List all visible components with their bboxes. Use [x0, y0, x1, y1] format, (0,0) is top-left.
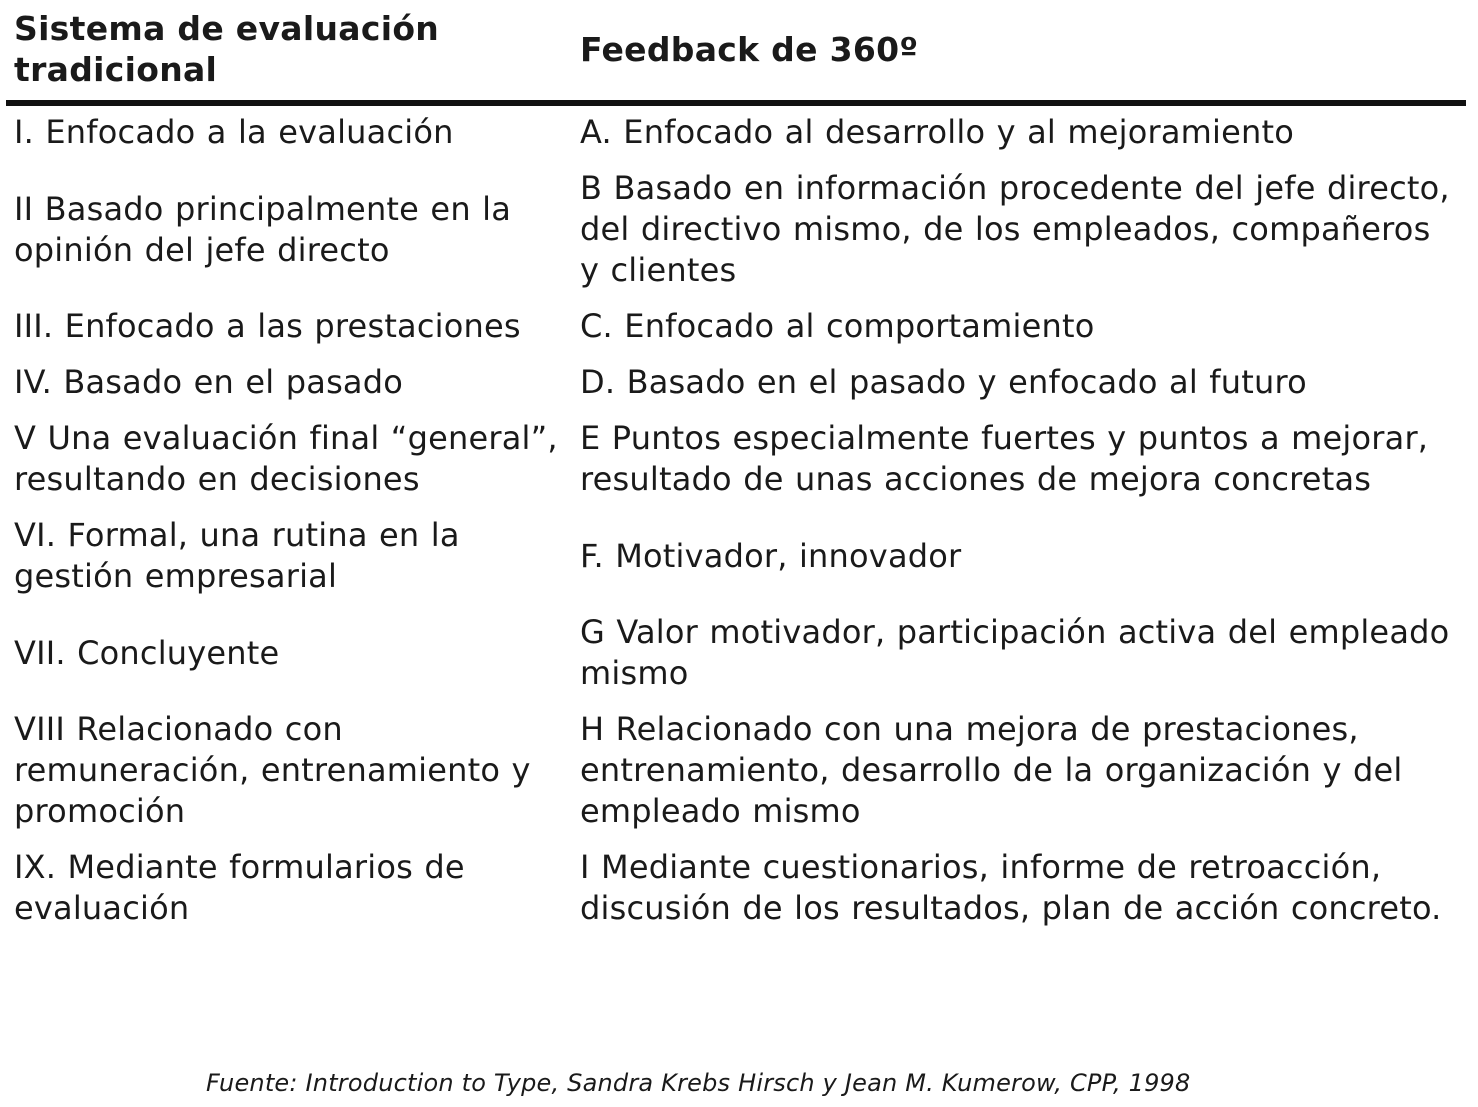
- feedback-360-cell: I Mediante cuestionarios, informe de retroacción, discusión de los resultados, plan de acción concreto.: [580, 848, 1442, 927]
- table-header: [6, 0, 1466, 103]
- traditional-cell: IX. Mediante formularios de evaluación: [14, 848, 465, 927]
- table-row: [6, 161, 1466, 299]
- header-feedback-360: Feedback de 360º: [572, 0, 1466, 103]
- feedback-360-cell: G Valor motivador, participación activa del empleado mismo: [580, 613, 1450, 692]
- table-row: [6, 103, 1466, 161]
- traditional-cell: I. Enfocado a la evaluación: [14, 113, 454, 151]
- feedback-360-cell: B Basado en información procedente del jefe directo, del directivo mismo, de los empleados, compañeros y clientes: [580, 169, 1450, 289]
- feedback-360-cell: D. Basado en el pasado y enfocado al futuro: [580, 363, 1307, 401]
- feedback-360-cell: H Relacionado con una mejora de prestaciones, entrenamiento, desarrollo de la organización y del empleado mismo: [580, 710, 1403, 830]
- traditional-cell: V Una evaluación final “general”, resultando en decisiones: [14, 419, 558, 498]
- header-row: [6, 0, 1466, 103]
- feedback-360-cell: E Puntos especialmente fuertes y puntos a mejorar, resultado de unas acciones de mejora concretas: [580, 419, 1429, 498]
- table-row: [6, 299, 1466, 355]
- traditional-cell: VII. Concluyente: [14, 633, 280, 672]
- document: [6, 0, 1466, 937]
- feedback-360-cell: A. Enfocado al desarrollo y al mejoramiento: [580, 113, 1295, 151]
- table-row: [6, 411, 1466, 508]
- source-citation: Fuente: Introduction to Type, Sandra Krebs Hirsch y Jean M. Kumerow, CPP, 1998: [206, 1069, 1191, 1097]
- table-row: [6, 840, 1466, 937]
- feedback-360-cell: C. Enfocado al comportamiento: [580, 307, 1095, 345]
- table-body: [6, 103, 1466, 937]
- table-row: [6, 702, 1466, 840]
- traditional-cell: IV. Basado en el pasado: [14, 363, 404, 401]
- traditional-cell: III. Enfocado a las prestaciones: [14, 307, 521, 345]
- header-traditional-system: Sistema de evaluación tradicional: [6, 0, 572, 103]
- traditional-cell: VI. Formal, una rutina en la gestión empresarial: [14, 516, 460, 595]
- table-row: [6, 355, 1466, 411]
- traditional-cell: II Basado principalmente en la opinión del jefe directo: [14, 189, 512, 269]
- comparison-table: [6, 0, 1466, 937]
- feedback-360-cell: F. Motivador, innovador: [580, 536, 962, 575]
- table-row: [6, 605, 1466, 702]
- traditional-cell: VIII Relacionado con remuneración, entrenamiento y promoción: [14, 710, 531, 830]
- table-row: [6, 508, 1466, 605]
